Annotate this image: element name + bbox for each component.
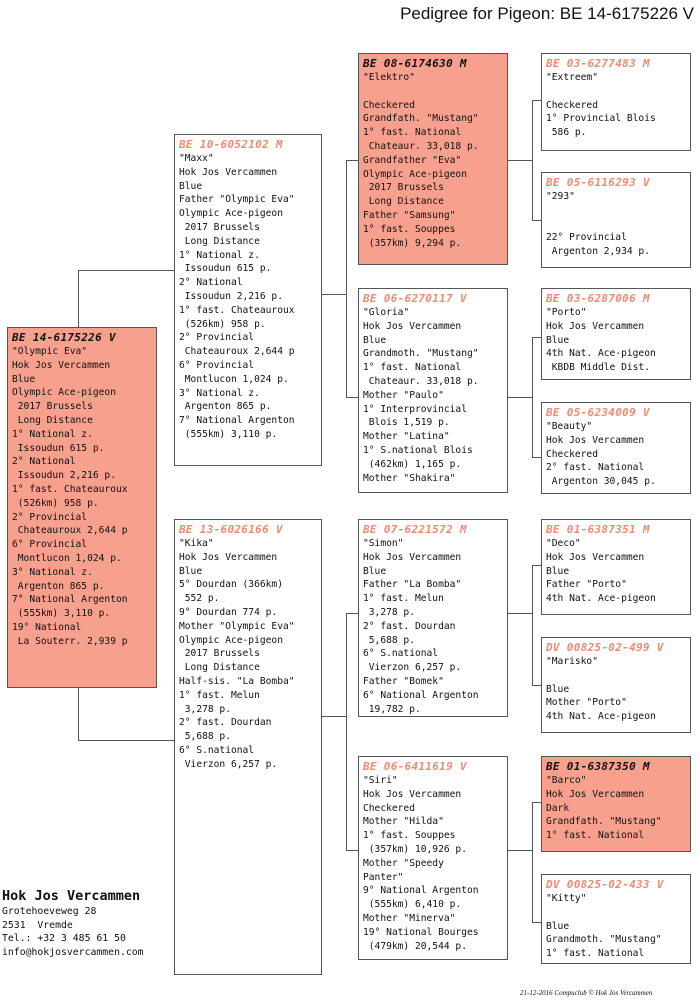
pigeon-card-sire-dam — [358, 288, 508, 493]
connector — [78, 688, 79, 740]
pigeon-detail-line: 586 p. — [546, 127, 587, 139]
pigeon-detail-line: 6° S.national — [179, 744, 255, 756]
pigeon-detail-line: Blue — [546, 920, 570, 932]
ring-number: BE 14-6175226 V — [12, 331, 116, 344]
pigeon-detail-line: "Olympic Eva" — [12, 346, 88, 357]
pigeon-detail-line: (526km) 958 p. — [12, 497, 99, 509]
connector — [346, 613, 358, 614]
pigeon-detail-line: (357km) 9,294 p. — [363, 237, 462, 249]
pigeon-detail-line: Panter" — [363, 871, 404, 883]
pigeon-detail-line: Dark — [546, 802, 570, 814]
owner-address: Grotehoeveweg 28 — [2, 906, 97, 917]
pigeon-detail-line: 2° Provincial — [12, 511, 88, 523]
pigeon-detail-line: 9° National Argenton — [363, 885, 479, 897]
pigeon-detail-line: 1° fast. National — [546, 948, 645, 960]
pigeon-detail-line: 1° Provincial Blois — [546, 113, 656, 125]
pigeon-detail-line: Issoudun 2,216 p. — [12, 470, 116, 482]
pigeon-detail-line: Hok Jos Vercammen — [179, 166, 278, 178]
pigeon-details — [546, 892, 690, 961]
pigeon-detail-line: (555km) 3,110 p. — [12, 608, 111, 620]
pigeon-card-dam — [174, 519, 322, 975]
pigeon-detail-line: Checkered — [546, 99, 598, 111]
pigeon-card-dam-dam — [358, 756, 508, 960]
ring-number: BE 03-6277483 M — [546, 57, 650, 70]
ring-number: BE 01-6387351 M — [546, 523, 650, 536]
pigeon-detail-line: 3° National z. — [179, 387, 260, 399]
pigeon-detail-line: Vierzon 6,257 p. — [363, 662, 462, 674]
pigeon-card-sds — [541, 288, 691, 380]
connector — [532, 220, 541, 221]
pigeon-details — [363, 774, 507, 953]
connector — [532, 565, 533, 685]
pigeon-detail-line: Hok Jos Vercammen — [546, 788, 645, 800]
connector — [322, 716, 346, 717]
pigeon-detail-line: Half-sis. "La Bomba" — [179, 675, 295, 687]
connector — [532, 922, 541, 923]
pigeon-detail-line: "Beauty" — [546, 421, 593, 432]
pigeon-detail-line: Checkered — [363, 802, 415, 814]
pigeon-detail-line: Chateaur. 33,018 p. — [363, 375, 479, 387]
pigeon-detail-line: 9° Dourdan 774 p. — [179, 606, 278, 618]
footer-credit: 21-12-2016 Compuclub © Hok Jos Vercammen — [520, 989, 653, 997]
connector — [532, 337, 541, 338]
connector — [508, 613, 532, 614]
ring-number: BE 05-6234009 V — [546, 406, 650, 419]
pigeon-detail-line: Hok Jos Vercammen — [179, 551, 278, 563]
pigeon-detail-line: 4th Nat. Ace-pigeon — [546, 711, 656, 723]
pigeon-detail-line — [546, 85, 690, 99]
connector — [532, 685, 541, 686]
pigeon-detail-line: 1° fast. National — [363, 362, 462, 374]
pigeon-detail-line: Mother "Shakira" — [363, 472, 456, 484]
pigeon-detail-line: 4th Nat. Ace-pigeon — [546, 593, 656, 605]
pigeon-card-sire — [174, 134, 322, 466]
pigeon-detail-line: 3,278 p. — [179, 703, 231, 715]
pigeon-detail-line: Blue — [179, 565, 203, 577]
pigeon-detail-line: Hok Jos Vercammen — [546, 320, 645, 332]
connector — [322, 294, 346, 295]
pigeon-detail-line: Mother "Hilda" — [363, 816, 444, 828]
pigeon-detail-line: 6° S.national — [363, 648, 439, 660]
pigeon-detail-line: "Extreem" — [546, 72, 598, 83]
pigeon-detail-line: 2° fast. Dourdan — [179, 717, 272, 729]
ring-number: BE 06-6270117 V — [363, 292, 467, 305]
connector — [532, 457, 541, 458]
pigeon-detail-line: "Kika" — [179, 538, 214, 549]
pigeon-detail-line: Grandfath. "Mustang" — [546, 816, 662, 828]
connector — [532, 802, 533, 922]
pigeon-detail-line: Blue — [546, 334, 570, 346]
pigeon-detail-line: 2017 Brussels — [12, 401, 93, 413]
pigeon-card-dam-sire — [358, 519, 508, 717]
pigeon-detail-line: Long Distance — [179, 662, 260, 674]
connector — [346, 160, 347, 397]
pigeon-details — [179, 537, 321, 772]
ring-number: BE 10-6052102 M — [179, 138, 283, 151]
pigeon-detail-line: 1° fast. Chateauroux — [179, 304, 295, 316]
pigeon-details — [546, 537, 690, 606]
pigeon-detail-line: 1° National z. — [12, 428, 93, 440]
pigeon-detail-line: 19° National Bourges — [363, 926, 479, 938]
pigeon-detail-line: Blue — [179, 180, 203, 192]
pigeon-detail-line: Blue — [546, 683, 570, 695]
pigeon-detail-line: (555km) 6,410 p. — [363, 899, 462, 911]
pigeon-detail-line: 1° S.national Blois — [363, 444, 473, 456]
owner-block — [2, 887, 144, 959]
pigeon-card-sdd — [541, 402, 691, 494]
pigeon-detail-line: 1° fast. Souppes — [363, 830, 456, 842]
pigeon-detail-line: Blue — [363, 334, 387, 346]
pigeon-detail-line: Father "Porto" — [546, 579, 627, 591]
pigeon-detail-line: (479km) 20,544 p. — [363, 940, 467, 952]
connector — [78, 740, 174, 741]
pigeon-detail-line: Hok Jos Vercammen — [363, 320, 462, 332]
pigeon-detail-line: (357km) 10,926 p. — [363, 843, 467, 855]
pigeon-detail-line — [546, 218, 690, 232]
pigeon-detail-line: 2° National — [179, 277, 243, 289]
pigeon-detail-line: 6° Provincial — [179, 359, 255, 371]
pigeon-detail-line: 1° fast. Souppes — [363, 223, 456, 235]
pigeon-detail-line: "Deco" — [546, 538, 581, 549]
pigeon-detail-line: Hok Jos Vercammen — [12, 359, 111, 371]
ring-number: BE 03-6287006 M — [546, 292, 650, 305]
pigeon-card-subject — [7, 327, 157, 688]
pigeon-detail-line: 19,782 p. — [363, 703, 421, 715]
ring-number: BE 13-6026166 V — [179, 523, 283, 536]
pigeon-detail-line: 1° fast. National — [363, 127, 462, 139]
connector — [78, 270, 174, 271]
owner-name: Hok Jos Vercammen — [2, 888, 141, 904]
pigeon-details — [363, 306, 507, 485]
connector — [532, 802, 541, 803]
pigeon-detail-line: 2° National — [12, 456, 76, 468]
pigeon-detail-line: 1° fast. Melun — [363, 593, 444, 605]
pigeon-detail-line: Mother "Speedy — [363, 857, 444, 869]
pigeon-details — [546, 190, 690, 259]
pigeon-detail-line: 2017 Brussels — [179, 221, 260, 233]
pigeon-detail-line — [546, 204, 690, 218]
pigeon-details — [363, 537, 507, 716]
pigeon-detail-line: 1° fast. Melun — [179, 689, 260, 701]
pigeon-card-sss — [541, 53, 691, 151]
pigeon-detail-line: "Gloria" — [363, 307, 410, 318]
pigeon-detail-line: "293" — [546, 191, 575, 202]
pigeon-detail-line: Checkered — [363, 99, 415, 111]
pigeon-detail-line: Argenton 865 p. — [12, 580, 105, 592]
pigeon-detail-line: 3,278 p. — [363, 606, 415, 618]
pigeon-detail-line — [546, 906, 690, 920]
pigeon-detail-line: Issoudun 615 p. — [179, 263, 272, 275]
pigeon-detail-line: "Barco" — [546, 775, 587, 786]
pigeon-detail-line: Mother "Paulo" — [363, 389, 444, 401]
pigeon-detail-line: Argenton 865 p. — [179, 401, 272, 413]
ring-number: BE 01-6387350 M — [546, 760, 650, 773]
connector — [346, 397, 358, 398]
pigeon-detail-line: Hok Jos Vercammen — [363, 788, 462, 800]
pigeon-detail-line: (462km) 1,165 p. — [363, 458, 462, 470]
pigeon-detail-line: Grandfather "Eva" — [363, 154, 462, 166]
pigeon-detail-line — [363, 85, 507, 99]
pigeon-detail-line: Vierzon 6,257 p. — [179, 758, 278, 770]
connector — [346, 613, 347, 850]
pigeon-detail-line: 1° Interprovincial — [363, 403, 467, 415]
pigeon-detail-line: Chateauroux 2,644 p — [12, 525, 128, 537]
connector — [532, 337, 533, 457]
pigeon-detail-line: 4th Nat. Ace-pigeon — [546, 348, 656, 360]
pigeon-detail-line: Mother "Olympic Eva" — [179, 620, 295, 632]
pigeon-detail-line: 3° National z. — [12, 566, 93, 578]
pigeon-detail-line: Checkered — [546, 448, 598, 460]
connector — [78, 270, 79, 327]
pigeon-details — [363, 71, 507, 250]
pigeon-detail-line: Long Distance — [179, 235, 260, 247]
pigeon-detail-line: Blois 1,519 p. — [363, 417, 450, 429]
pigeon-detail-line: Blue — [546, 565, 570, 577]
pigeon-detail-line: 2017 Brussels — [363, 182, 444, 194]
pigeon-details — [546, 655, 690, 724]
pigeon-detail-line: Blue — [363, 565, 387, 577]
connector — [532, 100, 533, 220]
pigeon-detail-line: "Simon" — [363, 538, 404, 549]
pigeon-detail-line: 1° fast. Chateauroux — [12, 483, 128, 495]
pigeon-detail-line: 6° National Argenton — [363, 689, 479, 701]
pigeon-detail-line: Hok Jos Vercammen — [363, 551, 462, 563]
pigeon-detail-line: Olympic Ace-pigeon — [179, 208, 283, 220]
page-title: Pedigree for Pigeon: BE 14-6175226 V — [400, 4, 694, 23]
connector — [508, 397, 532, 398]
pigeon-card-ssd — [541, 172, 691, 268]
pigeon-detail-line: Grandmoth. "Mustang" — [363, 348, 479, 360]
ring-number: BE 06-6411619 V — [363, 760, 467, 773]
pigeon-detail-line: 552 p. — [179, 593, 220, 605]
connector — [508, 850, 532, 851]
ring-number: DV 00825-02-499 V — [546, 641, 664, 654]
pigeon-detail-line: 6° Provincial — [12, 539, 88, 551]
pigeon-detail-line: KBDB Middle Dist. — [546, 362, 650, 374]
pigeon-detail-line: Long Distance — [363, 196, 444, 208]
pigeon-details — [179, 152, 321, 442]
pigeon-detail-line: 2° fast. National — [546, 462, 645, 474]
pigeon-detail-line: Mother "Latina" — [363, 431, 450, 443]
ring-number: DV 00825-02-433 V — [546, 878, 664, 891]
ring-number: BE 05-6116293 V — [546, 176, 650, 189]
pigeon-detail-line: Mother "Porto" — [546, 697, 627, 709]
pigeon-detail-line — [546, 669, 690, 683]
pigeon-detail-line: 5° Dourdan (366km) — [179, 579, 283, 591]
pigeon-card-dsd — [541, 637, 691, 733]
pigeon-detail-line: Montlucon 1,024 p. — [179, 373, 289, 385]
pigeon-detail-line: Hok Jos Vercammen — [546, 434, 645, 446]
ring-number: BE 07-6221572 M — [363, 523, 467, 536]
pigeon-detail-line: 2° Provincial — [179, 332, 255, 344]
pigeon-detail-line: (555km) 3,110 p. — [179, 428, 278, 440]
pigeon-detail-line: Issoudun 2,216 p. — [179, 290, 283, 302]
connector — [532, 100, 541, 101]
pigeon-detail-line: Father "La Bomba" — [363, 579, 462, 591]
pigeon-detail-line: 22° Provincial — [546, 232, 627, 244]
pigeon-card-ddd — [541, 874, 691, 964]
pigeon-detail-line: 5,688 p. — [179, 731, 231, 743]
pigeon-detail-line: Olympic Ace-pigeon — [12, 387, 116, 399]
pigeon-card-dds — [541, 756, 691, 852]
pigeon-details — [546, 71, 690, 140]
pigeon-detail-line: Argenton 30,045 p. — [546, 476, 656, 488]
connector — [346, 850, 358, 851]
ring-number: BE 08-6174630 M — [363, 57, 467, 70]
pigeon-detail-line: Issoudun 615 p. — [12, 442, 105, 454]
pigeon-detail-line: Mother "Minerva" — [363, 912, 456, 924]
pigeon-detail-line: "Porto" — [546, 307, 587, 318]
pigeon-detail-line: Grandfath. "Mustang" — [363, 113, 479, 125]
pigeon-detail-line: 5,688 p. — [363, 634, 415, 646]
pigeon-detail-line: Olympic Ace-pigeon — [363, 168, 467, 180]
pigeon-detail-line: Chateauroux 2,644 p — [179, 346, 295, 358]
owner-city: 2531 Vremde — [2, 919, 73, 931]
pigeon-detail-line: (526km) 958 p. — [179, 318, 266, 330]
pigeon-details — [546, 420, 690, 489]
connector — [508, 160, 532, 161]
pigeon-detail-line: 1° National z. — [179, 249, 260, 261]
pigeon-details — [12, 345, 156, 649]
pigeon-card-sire-sire — [358, 53, 508, 265]
pigeon-detail-line: La Souterr. 2,939 p — [12, 635, 128, 647]
pigeon-detail-line: 7° National Argenton — [12, 594, 128, 606]
pigeon-detail-line: "Kitty" — [546, 893, 587, 904]
owner-email[interactable]: info@hokjosvercammen.com — [2, 946, 144, 958]
pigeon-detail-line: Blue — [12, 373, 36, 385]
pigeon-detail-line: Montlucon 1,024 p. — [12, 552, 122, 564]
pigeon-detail-line: 19° National — [12, 621, 82, 633]
pigeon-detail-line: "Siri" — [363, 775, 398, 786]
pigeon-details — [546, 306, 690, 375]
pigeon-detail-line: Hok Jos Vercammen — [546, 551, 645, 563]
pigeon-detail-line: 2° fast. Dourdan — [363, 620, 456, 632]
connector — [346, 160, 358, 161]
pigeon-details — [546, 774, 690, 843]
pigeon-detail-line: 2017 Brussels — [179, 648, 260, 660]
owner-phone: Tel.: +32 3 485 61 50 — [2, 933, 126, 945]
pigeon-detail-line: Long Distance — [12, 414, 93, 426]
pigeon-detail-line: "Marisko" — [546, 656, 598, 667]
pigeon-detail-line: 7° National Argenton — [179, 415, 295, 427]
pigeon-detail-line: Father "Bomek" — [363, 675, 444, 687]
pigeon-detail-line: Argenton 2,934 p. — [546, 246, 650, 258]
pigeon-detail-line: "Elektro" — [363, 72, 415, 83]
pigeon-detail-line: Olympic Ace-pigeon — [179, 634, 283, 646]
pigeon-detail-line: Grandmoth. "Mustang" — [546, 934, 662, 946]
pigeon-detail-line: Chateaur. 33,018 p. — [363, 140, 479, 152]
pigeon-detail-line: Father "Samsung" — [363, 209, 456, 221]
pigeon-detail-line: Father "Olympic Eva" — [179, 194, 295, 206]
pigeon-detail-line: "Maxx" — [179, 153, 214, 164]
connector — [532, 565, 541, 566]
pigeon-card-dss — [541, 519, 691, 615]
pigeon-detail-line: 1° fast. National — [546, 830, 645, 842]
